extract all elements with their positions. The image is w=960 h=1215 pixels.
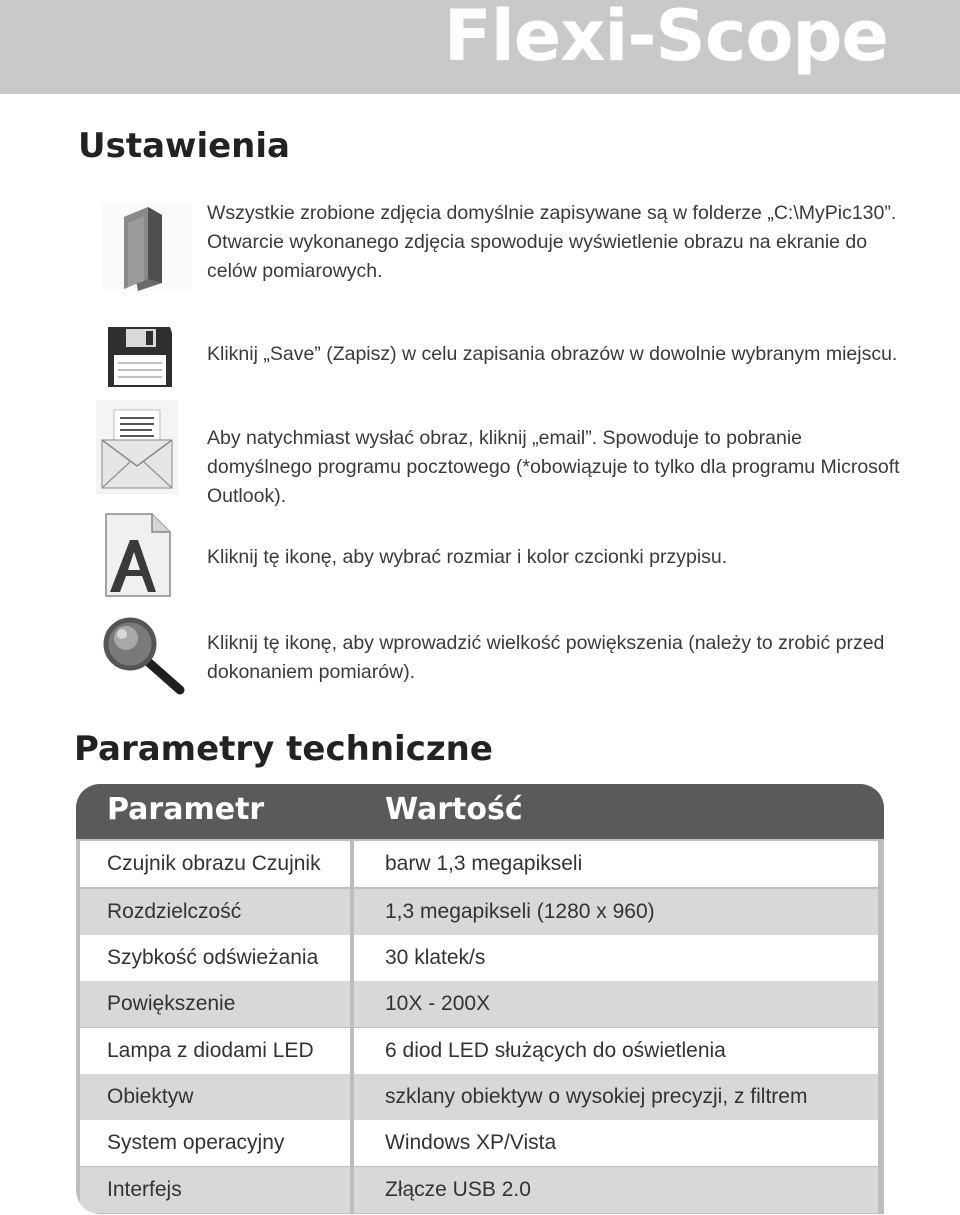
table-row <box>76 1028 884 1074</box>
param-value: barw 1,3 megapikseli <box>354 841 878 887</box>
table-header <box>76 784 884 839</box>
param-name: Powiększenie <box>80 981 350 1027</box>
param-value: 10X - 200X <box>354 981 878 1027</box>
param-value: 30 klatek/s <box>354 935 878 981</box>
param-name: Interfejs <box>80 1167 350 1213</box>
table-row <box>76 1074 884 1120</box>
font-icon[interactable] <box>96 510 176 605</box>
magnifier-icon[interactable] <box>96 612 188 701</box>
param-name: Szybkość odświeżania <box>80 935 350 981</box>
param-name: Obiektyw <box>80 1074 350 1120</box>
envelope-icon[interactable] <box>96 400 178 499</box>
settings-heading: Ustawienia <box>78 126 290 166</box>
params-heading: Parametry techniczne <box>74 729 493 769</box>
table-row <box>76 981 884 1027</box>
param-value: 6 diod LED służących do oświetlenia <box>354 1028 878 1074</box>
setting-font-text: Kliknij tę ikonę, aby wybrać rozmiar i kolor czcionki przypisu. <box>207 546 728 568</box>
header-band <box>0 0 960 94</box>
param-name: Czujnik obrazu Czujnik <box>80 841 350 887</box>
param-value: Windows XP/Vista <box>354 1120 878 1166</box>
col-header-parameter: Parametr <box>107 792 265 827</box>
param-name: System operacyjny <box>80 1120 350 1166</box>
setting-magnify-text: Kliknij tę ikonę, aby wprowadzić wielkość powiększenia (należy to zrobić przed dokonaniem pomiarów). <box>207 632 885 683</box>
param-name: Rozdzielczość <box>80 889 350 935</box>
table-row <box>76 1167 884 1213</box>
table-row <box>76 935 884 981</box>
param-name: Lampa z diodami LED <box>80 1028 350 1074</box>
setting-email-text: Aby natychmiast wysłać obraz, kliknij „email”. Spowoduje to pobranie domyślnego programu pocztowego (*obowiązuje to tylko dla programu Microsoft Outlook). <box>207 427 900 507</box>
setting-save-text: Kliknij „Save” (Zapisz) w celu zapisania obrazów w dowolnie wybranym miejscu. <box>207 343 898 365</box>
brand-title: Flexi-Scope <box>443 0 888 77</box>
table-row <box>76 889 884 935</box>
col-header-value: Wartość <box>385 792 523 827</box>
floppy-disk-icon[interactable] <box>96 325 176 394</box>
params-table <box>76 784 884 1214</box>
table-row <box>76 841 884 887</box>
folder-icon <box>96 199 196 298</box>
param-value: szklany obiektyw o wysokiej precyzji, z filtrem <box>354 1074 878 1120</box>
param-value: 1,3 megapikseli (1280 x 960) <box>354 889 878 935</box>
table-row <box>76 1120 884 1166</box>
setting-folder-text: Wszystkie zrobione zdjęcia domyślnie zapisywane są w folderze „C:\MyPic130”. Otwarcie wykonanego zdjęcia spowoduje wyświetlenie obrazu na ekranie do celów pomiarowych. <box>207 202 897 282</box>
param-value: Złącze USB 2.0 <box>354 1167 878 1213</box>
